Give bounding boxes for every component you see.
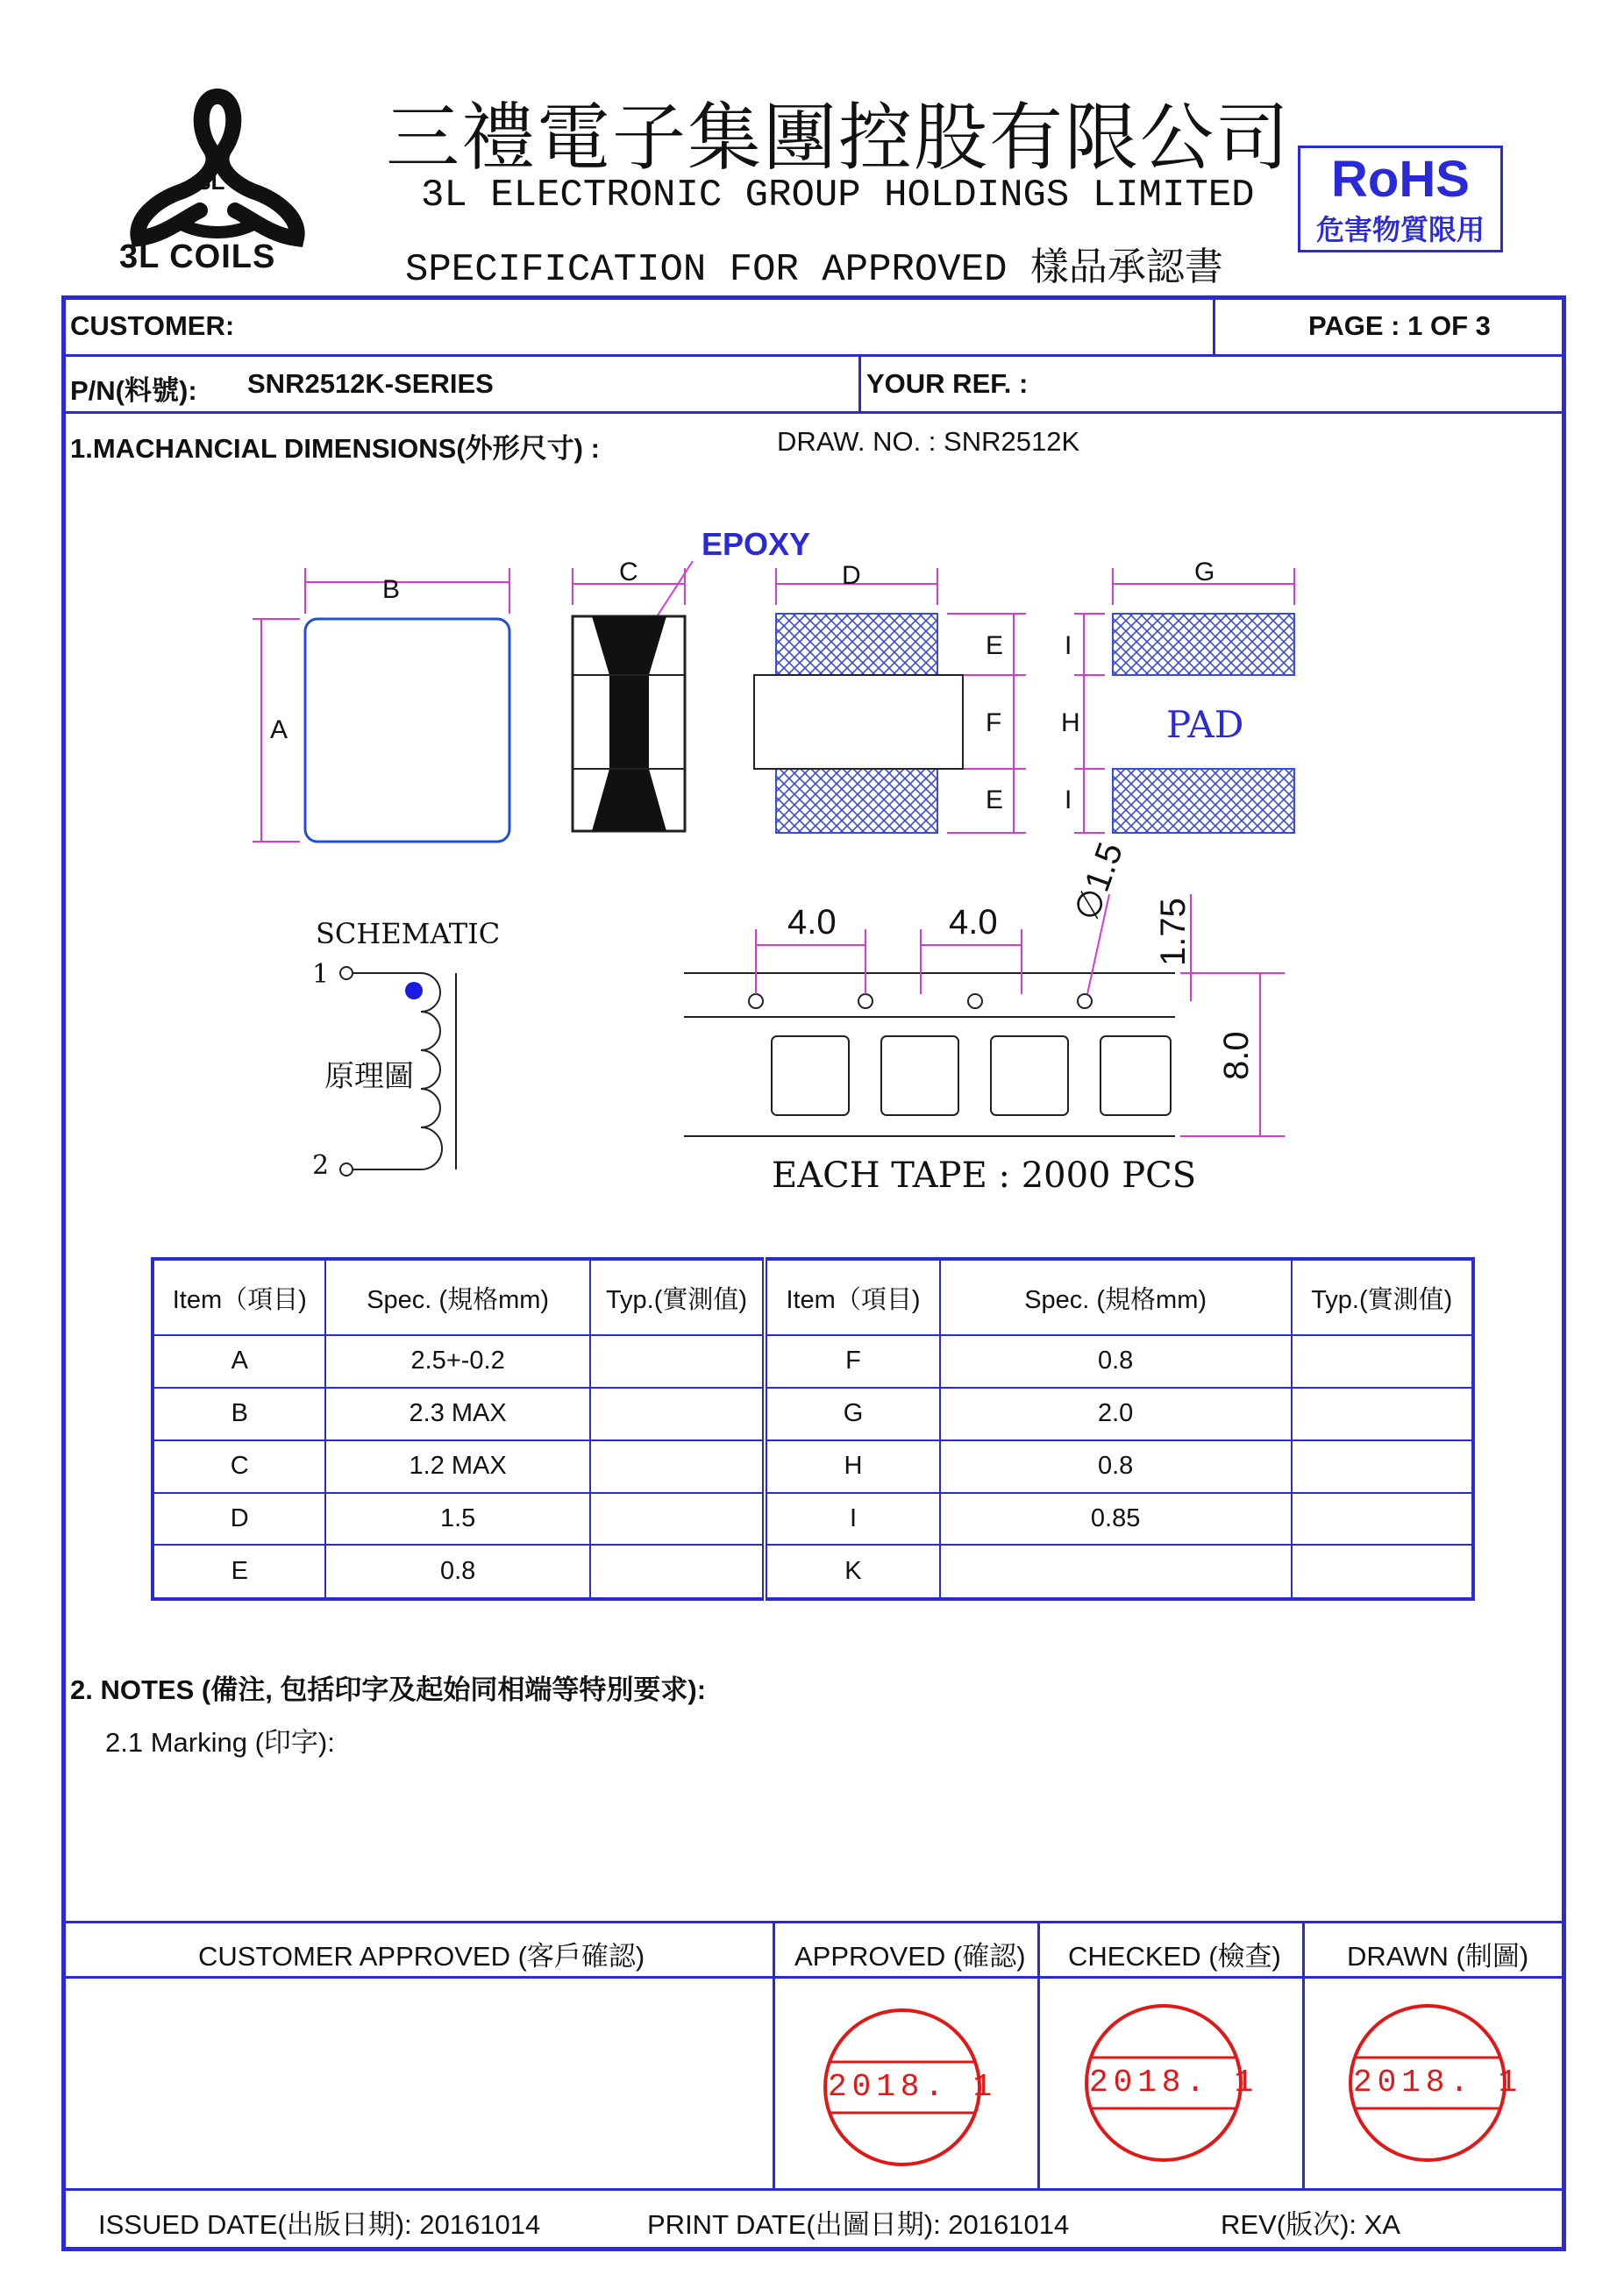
tape-pitch-label-2: 4.0 [949, 903, 998, 942]
table-cell [1292, 1335, 1473, 1388]
table-cell: 0.8 [325, 1545, 589, 1599]
table-cell: A [153, 1335, 325, 1388]
dim-label-b: B [382, 575, 401, 604]
table-row [153, 1440, 1473, 1493]
table-cell: E [153, 1545, 325, 1599]
dim-label-i-bottom: I [1065, 785, 1072, 814]
table-cell: C [153, 1440, 325, 1493]
table-row [153, 1388, 1473, 1440]
schematic-label-cn: 原理圖 [324, 1060, 414, 1093]
pn-value: SNR2512K-SERIES [247, 368, 494, 399]
checked-stamp [1084, 2003, 1259, 2163]
table-row [153, 1545, 1473, 1599]
tape-hole-label: ∅1.5 [1066, 837, 1131, 926]
rohs-title: RoHS [1331, 151, 1470, 208]
table-header: Spec. (規格mm) [325, 1259, 589, 1335]
dim-label-a: A [270, 715, 288, 744]
table-cell: G [765, 1388, 939, 1440]
logo-text: 3L COILS [119, 238, 276, 275]
drawn-label: DRAWN (制圖) [1347, 1941, 1529, 1972]
table-cell: 2.0 [940, 1388, 1292, 1440]
tape-edge-label: 1.75 [1154, 898, 1193, 966]
rohs-subtitle: 危害物質限用 [1315, 214, 1485, 245]
table-cell: F [765, 1335, 939, 1388]
company-name-cn: 三禮電子集團控股有限公司 [386, 95, 1292, 181]
table-cell: 2.5+-0.2 [325, 1335, 589, 1388]
schematic-pin-1: 1 [312, 959, 330, 990]
checked-stamp-date: 2018. 1 [1089, 2065, 1259, 2101]
marking-note: 2.1 Marking (印字): [105, 1727, 335, 1758]
table-cell: I [765, 1493, 939, 1546]
table-row [153, 1335, 1473, 1388]
table-cell [590, 1335, 765, 1388]
table-cell [1292, 1545, 1473, 1599]
polarity-dot [405, 982, 423, 999]
drawing-number: DRAW. NO. : SNR2512K [777, 426, 1080, 457]
your-ref-label: YOUR REF. : [866, 368, 1029, 399]
approved-stamp [823, 2008, 998, 2167]
table-cell [590, 1545, 765, 1599]
table-cell [1292, 1440, 1473, 1493]
table-cell [1292, 1388, 1473, 1440]
table-cell [590, 1388, 765, 1440]
table-cell: 1.5 [325, 1493, 589, 1546]
spec-table [151, 1257, 1475, 1601]
table-cell [590, 1493, 765, 1546]
customer-approved-label: CUSTOMER APPROVED (客戶確認) [198, 1941, 645, 1972]
dim-label-e-top: E [986, 631, 1004, 660]
table-header-row [153, 1259, 1473, 1335]
print-date: PRINT DATE(出圖日期): 20161014 [647, 2209, 1070, 2240]
revision: REV(版次): XA [1221, 2209, 1400, 2240]
company-name-en: 3L ELECTRONIC GROUP HOLDINGS LIMITED [421, 174, 1255, 217]
carrier-tape [684, 973, 1175, 1136]
part-top-view [305, 619, 509, 842]
logo-mark: 3L [198, 168, 225, 195]
schematic-title: SCHEMATIC [316, 917, 501, 950]
dim-label-f: F [986, 708, 1002, 737]
spec-title: SPECIFICATION FOR APPROVED 樣品承認書 [405, 248, 1223, 292]
table-cell: 2.3 MAX [325, 1388, 589, 1440]
drawn-stamp-date: 2018. 1 [1353, 2065, 1523, 2101]
table-cell: 0.8 [940, 1335, 1292, 1388]
table-header: Typ.(實測值) [590, 1259, 765, 1335]
pad-label: PAD [1166, 703, 1244, 746]
approved-stamp-date: 2018. 1 [828, 2069, 998, 2105]
table-cell: D [153, 1493, 325, 1546]
notes-title: 2. NOTES (備注, 包括印字及起始同相端等特別要求): [70, 1674, 707, 1705]
table-cell: K [765, 1545, 939, 1599]
tape-width-label: 8.0 [1217, 1031, 1256, 1080]
table-cell [590, 1440, 765, 1493]
drawn-stamp [1348, 2003, 1523, 2163]
approved-label: APPROVED (確認) [794, 1941, 1026, 1972]
page-indicator: PAGE : 1 OF 3 [1308, 310, 1491, 341]
table-header: Typ.(實測值) [1292, 1259, 1473, 1335]
table-cell: 0.85 [940, 1493, 1292, 1546]
customer-label: CUSTOMER: [70, 310, 235, 341]
epoxy-label: EPOXY [702, 526, 811, 562]
dim-label-h: H [1061, 708, 1080, 737]
table-cell [1292, 1493, 1473, 1546]
pn-label: P/N(料號): [70, 375, 197, 406]
table-row [153, 1493, 1473, 1546]
table-header: Item（項目) [765, 1259, 939, 1335]
dim-label-d: D [842, 561, 861, 590]
section1-title: 1.MACHANCIAL DIMENSIONS(外形尺寸) : [70, 433, 600, 464]
schematic-pin-2: 2 [312, 1150, 330, 1181]
table-header: Item（項目) [153, 1259, 325, 1335]
table-header: Spec. (規格mm) [940, 1259, 1292, 1335]
tape-pitch-label-1: 4.0 [787, 903, 837, 942]
table-cell [940, 1545, 1292, 1599]
table-cell: B [153, 1388, 325, 1440]
table-cell: 1.2 MAX [325, 1440, 589, 1493]
tape-quantity-note: EACH TAPE : 2000 PCS [772, 1155, 1197, 1196]
dim-label-e-bottom: E [986, 785, 1004, 814]
checked-label: CHECKED (檢查) [1068, 1941, 1281, 1972]
table-cell: 0.8 [940, 1440, 1292, 1493]
dim-label-c: C [619, 558, 638, 586]
dim-label-i-top: I [1065, 631, 1072, 660]
dim-label-g: G [1194, 558, 1215, 586]
table-cell: H [765, 1440, 939, 1493]
issued-date: ISSUED DATE(出版日期): 20161014 [98, 2209, 541, 2240]
